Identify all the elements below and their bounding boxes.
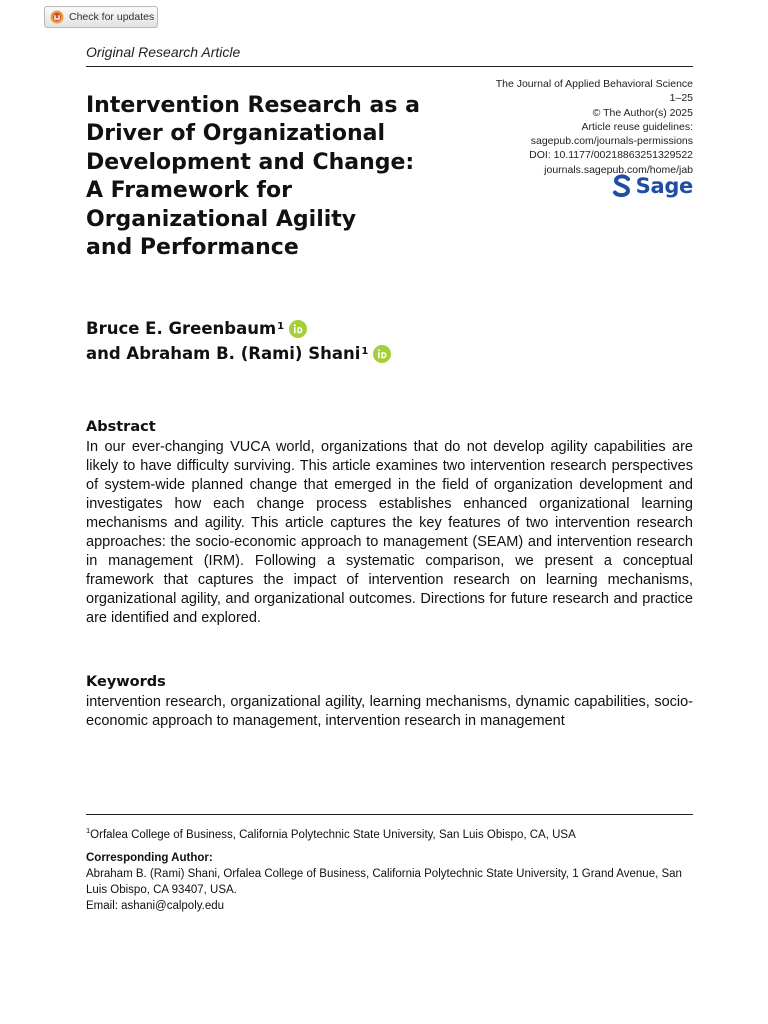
permissions-link[interactable]: sagepub.com/journals-permissions bbox=[530, 135, 693, 148]
doi[interactable]: DOI: 10.1177/00218863251329522 bbox=[529, 149, 693, 162]
author-name: and Abraham B. (Rami) Shani bbox=[86, 344, 361, 363]
author bbox=[86, 341, 391, 366]
publisher-logo bbox=[612, 174, 693, 198]
publisher-name: Sage bbox=[635, 174, 693, 198]
journal-name: The Journal of Applied Behavioral Science bbox=[495, 78, 693, 90]
title-line: Development and Change: bbox=[86, 149, 415, 175]
author-list bbox=[86, 316, 391, 366]
journal-metadata bbox=[433, 77, 693, 177]
page-range: 1–25 bbox=[669, 92, 693, 105]
copyright-notice: © The Author(s) 2025 bbox=[592, 106, 693, 119]
check-updates-label: Check for updates bbox=[69, 11, 155, 23]
article-title bbox=[86, 92, 466, 262]
check-for-updates-button[interactable] bbox=[44, 6, 158, 28]
article-type: Original Research Article bbox=[86, 44, 241, 60]
corresponding-author-address: Abraham B. (Rami) Shani, Orfalea College of Business, California Polytechnic State University, 1 Grand Avenue, San Luis Obispo, CA 93407, USA. bbox=[86, 868, 682, 896]
title-line: A Framework for bbox=[86, 178, 292, 204]
abstract-heading: Abstract bbox=[86, 419, 156, 435]
title-line: Organizational Agility bbox=[86, 206, 357, 232]
title-line: and Performance bbox=[86, 235, 299, 261]
title-line: Driver of Organizational bbox=[86, 121, 385, 147]
check-updates-badge-icon bbox=[50, 10, 64, 24]
author-name: Bruce E. Greenbaum bbox=[86, 319, 277, 338]
reuse-guidelines-label: Article reuse guidelines: bbox=[581, 120, 693, 133]
sage-s-icon bbox=[612, 174, 632, 198]
header-divider bbox=[86, 66, 693, 67]
corresponding-author bbox=[86, 850, 693, 914]
author bbox=[86, 316, 391, 341]
corresponding-author-heading: Corresponding Author: bbox=[86, 852, 213, 864]
keywords-heading: Keywords bbox=[86, 674, 166, 690]
abstract-text: In our ever-changing VUCA world, organizations that do not develop agility capabilities are likely to have difficulty surviving. This article examines two intervention research perspectives of system-wide planned change that emerged in the field of organization development and investigates how each change process establishes enhanced organizational learning mechanisms and agility. This article captures the key features of two intervention research approaches: the socio-economic approach to management (SEAM) and intervention research in management (IRM). Following a systematic comparison, we present a conceptual framework that captures the impact of intervention research on learning mechanisms, organizational agility, and organizational outcomes. Directions for future research and practice are identified and explored. bbox=[86, 439, 693, 626]
keywords-text: intervention research, organizational agility, learning mechanisms, dynamic capabilities, socio-economic approach to management, intervention research in management bbox=[86, 694, 693, 729]
footnote-marker: 1 bbox=[86, 826, 91, 835]
orcid-icon[interactable] bbox=[289, 320, 307, 338]
affiliation-footnote bbox=[86, 823, 693, 843]
affiliation-text: Orfalea College of Business, California Polytechnic State University, San Luis Obispo, CA, USA bbox=[90, 828, 576, 841]
corresponding-author-email[interactable]: Email: ashani@calpoly.edu bbox=[86, 900, 225, 912]
affiliation-marker: 1 bbox=[277, 321, 285, 332]
affiliation-marker: 1 bbox=[361, 346, 369, 357]
title-line: Intervention Research as a bbox=[86, 93, 420, 118]
footnote-divider bbox=[86, 814, 693, 815]
journal-homepage-link[interactable]: journals.sagepub.com/home/jab bbox=[544, 163, 693, 176]
orcid-icon[interactable] bbox=[373, 345, 391, 363]
